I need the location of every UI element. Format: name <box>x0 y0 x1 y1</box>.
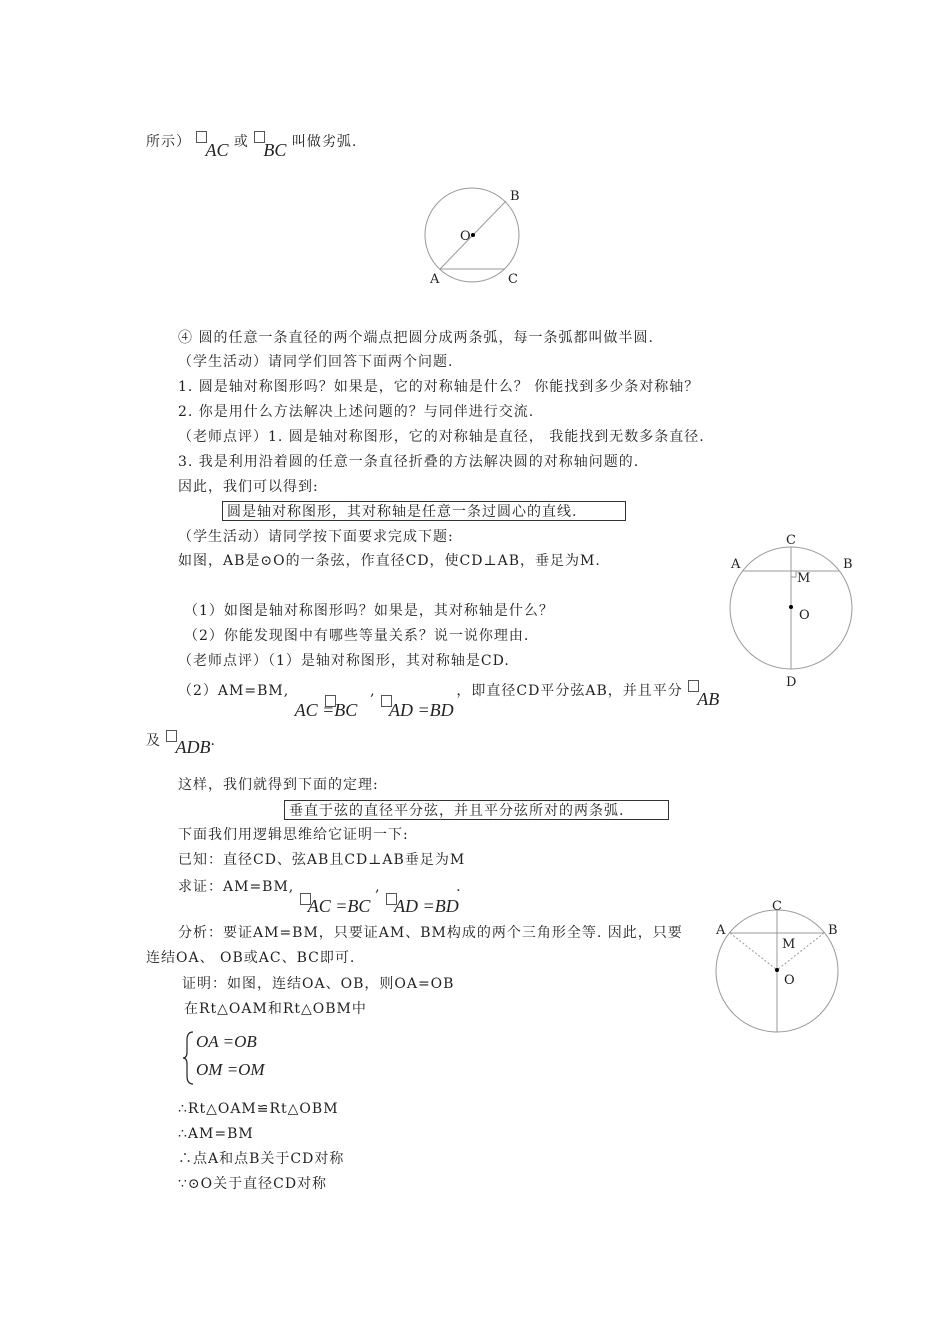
label-a: A <box>731 557 741 572</box>
label-b: B <box>828 923 838 938</box>
label-b: B <box>510 189 520 204</box>
text: 求证：AM=BM, <box>178 879 295 895</box>
text: . <box>210 733 216 749</box>
text: ，即直径CD平分弦AB，并且平分 <box>456 683 683 699</box>
label-m: M <box>797 571 811 586</box>
figure-proof <box>712 896 852 1036</box>
label-c: C <box>508 272 518 287</box>
label-d: D <box>786 675 797 690</box>
text: , <box>370 683 376 699</box>
label-a: A <box>716 923 726 938</box>
arc-ab: AB <box>697 689 720 709</box>
paragraph: （2）你能发现图中有哪些等量关系？说一说你理由. <box>184 628 530 644</box>
conclusion-line: ∴点A和点B关于CD对称 <box>178 1151 345 1167</box>
analysis-line: 连结OA、 OB或AC、BC即可. <box>146 950 356 966</box>
figure-circle-arcs <box>420 185 530 295</box>
prove-line <box>178 878 462 916</box>
text: . <box>456 879 462 895</box>
paragraph: 下面我们用逻辑思维给它证明一下: <box>178 827 409 843</box>
label-c: C <box>786 533 796 548</box>
paragraph: （1）如图是轴对称图形吗？如果是，其对称轴是什么？ <box>184 603 554 619</box>
text: 或 <box>233 134 249 150</box>
paragraph: ④ 圆的任意一条直径的两个端点把圆分成两条弧，每一条弧都叫做半圆. <box>178 330 654 346</box>
equation-ac-bc: AC =BC <box>294 700 358 720</box>
equation-line <box>178 680 720 720</box>
text: 叫做劣弧. <box>291 134 358 150</box>
label-o: O <box>784 973 795 988</box>
brace-icon <box>183 1030 195 1086</box>
paragraph: 2. 你是用什么方法解决上述问题的？与同伴进行交流. <box>178 404 535 420</box>
theorem-box-2: 垂直于弦的直径平分弦，并且平分弦所对的两条弧. <box>284 800 669 820</box>
proof-line: 在Rt△OAM和Rt△OBM中 <box>184 1001 367 1017</box>
equation-ad-bd: AD =BD <box>388 700 454 720</box>
equation-ad-bd: AD =BD <box>394 896 459 916</box>
arc-ac: AC <box>205 140 229 160</box>
paragraph: 已知：直径CD、弦AB且CD⊥AB垂足为M <box>178 852 466 868</box>
text: （2）AM=BM, <box>178 683 290 699</box>
paragraph: 如图，AB是⊙O的一条弦，作直径CD，使CD⊥AB，垂足为M. <box>178 553 601 569</box>
intro-line <box>146 131 358 160</box>
conclusion-line: ∴Rt△OAM≌Rt△OBM <box>178 1101 339 1117</box>
equation-ac-bc: AC =BC <box>307 896 371 916</box>
label-m: M <box>782 937 796 952</box>
label-o: O <box>460 229 471 244</box>
arc-bc: BC <box>263 140 287 160</box>
proof-line: 证明：如图，连结OA、OB，则OA=OB <box>182 976 455 992</box>
arc-adb: ADB <box>175 737 211 757</box>
paragraph: （学生活动）请同学们回答下面两个问题. <box>178 354 454 370</box>
figure-chord-diameter <box>725 530 865 695</box>
paragraph: （老师点评）（1）是轴对称图形，其对称轴是CD. <box>178 653 510 669</box>
analysis-line: 分析：要证AM=BM，只要证AM、BM构成的两个三角形全等. 因此，只要 <box>178 925 683 941</box>
label-o: O <box>799 608 810 623</box>
label-a: A <box>430 272 440 287</box>
paragraph: （老师点评）1. 圆是轴对称图形，它的对称轴是直径， 我能找到无数多条直径. <box>178 429 705 445</box>
paragraph: 1. 圆是轴对称图形吗？如果是，它的对称轴是什么？ 你能找到多少条对称轴？ <box>178 379 700 395</box>
paragraph: （学生活动）请同学按下面要求完成下题: <box>178 529 454 545</box>
label-c: C <box>772 899 782 914</box>
equation-oa-ob: OA =OB <box>196 1032 257 1051</box>
theorem-box-1: 圆是轴对称图形，其对称轴是任意一条过圆心的直线. <box>222 501 626 521</box>
line-adb <box>146 730 216 757</box>
paragraph: 因此，我们可以得到: <box>178 479 319 495</box>
conclusion-line: ∵⊙O关于直径CD对称 <box>178 1176 328 1192</box>
text: 及 <box>146 733 161 749</box>
paragraph: 3. 我是利用沿着圆的任意一条直径折叠的方法解决圆的对称轴问题的. <box>178 454 640 470</box>
text: , <box>375 879 381 895</box>
conclusion-line: ∴AM=BM <box>178 1126 254 1142</box>
equation-om-om: OM =OM <box>196 1060 265 1079</box>
label-b: B <box>843 557 853 572</box>
text: 所示） <box>146 134 191 150</box>
paragraph: 这样，我们就得到下面的定理: <box>178 777 379 793</box>
